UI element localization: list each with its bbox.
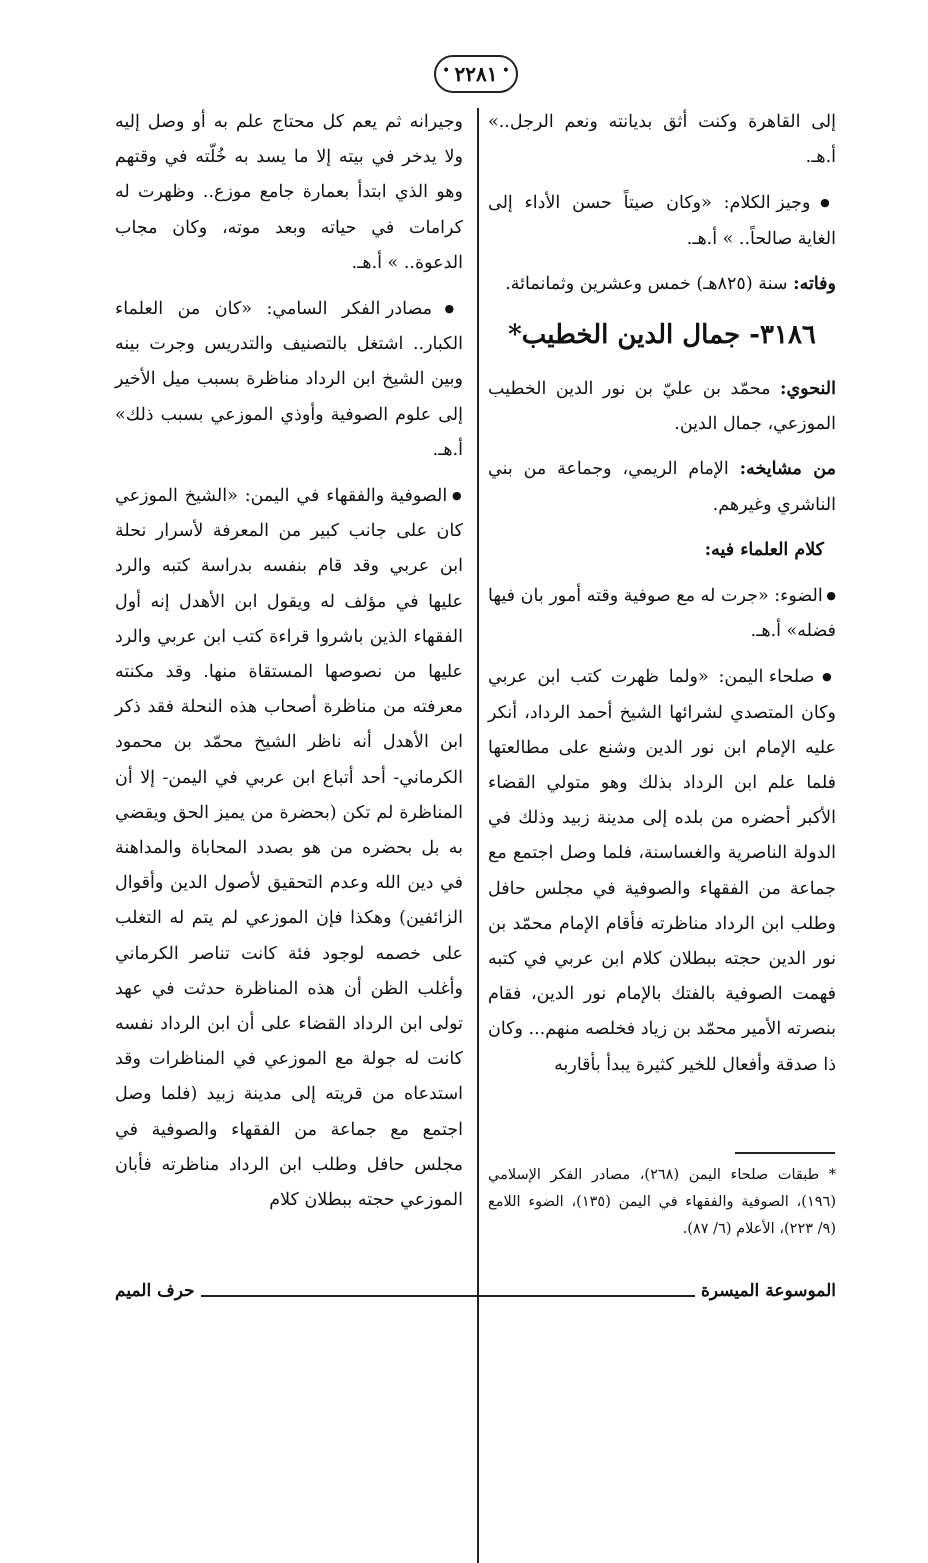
entry-title: ٣١٨٦- جمال الدين الخطيب*	[508, 320, 816, 351]
paragraph: ● صلحاء اليمن: «ولما ظهرت كتب ابن عربي وكان المتصدي لشرائها الشيخ أحمد الرداد، أنكر عليه الإمام ابن نور الدين وشنع على مطالعتها فلما علم ابن الرداد بذلك وهو متولي القضاء الأكبر أحضره من بلده إلى مدينة زبيد وذلك في الدولة الناصرية والغساسنة، فلما وصل اجتمع مع جماعة من الفقهاء والصوفية في مجلس حافل وطلب ابن الرداد مناظرته فأقام الإمام محمّد بن نور الدين حجته ببطلان كلام ابن عربي في كتبه فهمت الصوفية بالفتك بالإمام نور الدين، فقام بنصرته الأمير محمّد بن زياد فخلصه منهم... وكان ذا صدقة وأفعال للخير كثيرة يبدأ بأقاربه	[488, 659, 836, 1082]
field-label: النحوي:	[780, 379, 836, 400]
page-number: • ٢٢٨١	[454, 62, 498, 86]
column-divider	[477, 108, 479, 1563]
footer-rule	[201, 1295, 695, 1297]
field-text: الإمام الريمي، وجماعة من بني الناشري وغيرهم.	[488, 459, 836, 515]
page-footer	[115, 1274, 836, 1308]
footer-book-title: الموسوعة الميسرة	[700, 1281, 836, 1301]
footnote: * طبقات صلحاء اليمن (٢٦٨)، مصادر الفكر الإسلامي (١٩٦)، الصوفية والفقهاء في اليمن (١٣٥)، الضوء اللامع (٩/ ٢٢٣)، الأعلام (٦/ ٨٧).	[488, 1167, 837, 1237]
section-heading: كلام العلماء فيه:	[704, 539, 824, 560]
paragraph: وجيرانه ثم يعم كل محتاج علم به أو وصل إليه ولا يدخر في بيته إلا ما يسد به خُلّته في وقتهم وهو الذي ابتدأ بعمارة جامع موزع.. وظهرت له كرامات في حياته وبعد موته، وكان مجاب الدعوة.. » أ.هـ.	[115, 112, 463, 273]
paragraph: ● مصادر الفكر السامي: «كان من العلماء الكبار.. اشتغل بالتصنيف والتدريس وجرت بينه وبين الشيخ ابن الرداد مناظرة بسبب ميل الأخير إلى علوم الصوفية وأوذي الموزعي بسبب ذلك» أ.هـ.	[115, 291, 463, 468]
paragraph	[488, 267, 836, 302]
paragraph: إلى القاهرة وكنت أثق بديانته ونعم الرجل..» أ.هـ.	[488, 112, 836, 168]
footer-section: حرف الميم	[115, 1281, 195, 1301]
page-number-frame	[434, 55, 518, 93]
paragraph	[488, 452, 836, 522]
footnote-rule	[735, 1152, 835, 1154]
field-text: محمّد بن عليّ بن نور الدين الخطيب الموزعي، جمال الدين.	[488, 379, 836, 435]
paragraph: ● الصوفية والفقهاء في اليمن: «الشيخ الموزعي كان على جانب كبير من المعرفة لأسرار نحلة ابن عربي وقد قام بنفسه بدراسة كتبه والرد عليها في مؤلف له ويقول ابن الأهدل إنه أول الفقهاء الذين باشروا قراءة كتب ابن عربي والرد عليها من نصوصها المستقاة منها. وقد مكنته معرفته من مناظرة أصحاب هذه النحلة فقد ذكر ابن الأهدل أنه ناظر الشيخ محمّد بن محمود الكرماني- أحد أتباع ابن عربي في اليمن- إلا أن المناظرة لم تكن (بحضرة من يميز الحق ويقضي به بل بحضره من هو بصدد المحاباة والمداهنة في دين الله وعدم التحقيق لأصول الدين وأقوال الزائفين) وهكذا فإن الموزعي لم يتم له التغلب على خصمه لوجود فئة كانت تناصر الكرماني وأغلب الظن أن هذه المناظرة حدثت في عهد تولى ابن الرداد القضاء على أن ابن الرداد نفسه كانت له جولة مع الموزعي في المناظرات وقد استدعاه من قريته إلى مدينة زبيد (فلما وصل اجتمع مع جماعة من الفقهاء والصوفية في مجلس حافل وطلب ابن الرداد مناظرته فأبان الموزعي حجته ببطلان كلام	[115, 478, 463, 1218]
paragraph	[488, 372, 836, 442]
paragraph: ● الضوء: «جرت له مع صوفية وقته أمور بان فيها فضله» أ.هـ.	[488, 578, 836, 649]
field-text: سنة (٨٢٥هـ) خمس وعشرين وثمانمائة.	[505, 273, 788, 294]
field-label: من مشايخه:	[739, 459, 836, 480]
left-column	[115, 105, 463, 1228]
right-column	[488, 105, 836, 1093]
paragraph: ● وجيز الكلام: «وكان صيتاً حسن الأداء إلى الغاية صالحاً.. » أ.هـ.	[488, 185, 836, 256]
field-label: وفاته:	[793, 273, 836, 294]
